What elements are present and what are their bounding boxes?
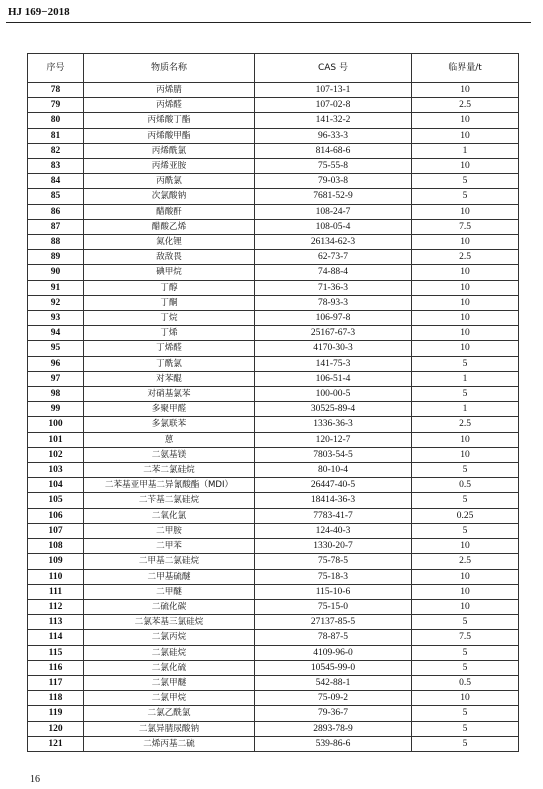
seq-cell: 116 xyxy=(28,660,84,675)
threshold-cell: 10 xyxy=(412,311,519,326)
name-cell: 醋酸乙烯 xyxy=(84,219,255,234)
table-row xyxy=(28,387,519,402)
seq-cell: 91 xyxy=(28,280,84,295)
table-row xyxy=(28,478,519,493)
name-cell: 二氯甲醚 xyxy=(84,675,255,690)
page-number: 16 xyxy=(30,774,40,785)
column-header-cas: CAS 号 xyxy=(255,54,412,83)
table-row xyxy=(28,83,519,98)
cas-cell: 75-18-3 xyxy=(255,569,412,584)
seq-cell: 102 xyxy=(28,447,84,462)
threshold-cell: 10 xyxy=(412,432,519,447)
name-cell: 对硝基氯苯 xyxy=(84,387,255,402)
seq-cell: 84 xyxy=(28,174,84,189)
seq-cell: 99 xyxy=(28,402,84,417)
cas-cell: 108-24-7 xyxy=(255,204,412,219)
threshold-cell: 7.5 xyxy=(412,630,519,645)
seq-cell: 94 xyxy=(28,326,84,341)
seq-cell: 115 xyxy=(28,645,84,660)
cas-cell: 79-03-8 xyxy=(255,174,412,189)
name-cell: 二氯乙酰氯 xyxy=(84,706,255,721)
seq-cell: 112 xyxy=(28,599,84,614)
table-row xyxy=(28,417,519,432)
cas-cell: 10545-99-0 xyxy=(255,660,412,675)
threshold-cell: 5 xyxy=(412,189,519,204)
cas-cell: 27137-85-5 xyxy=(255,615,412,630)
name-cell: 丁酮 xyxy=(84,295,255,310)
table-row xyxy=(28,447,519,462)
threshold-cell: 10 xyxy=(412,691,519,706)
name-cell: 二烯丙基二硫 xyxy=(84,736,255,751)
threshold-cell: 2.5 xyxy=(412,250,519,265)
cas-cell: 75-09-2 xyxy=(255,691,412,706)
name-cell: 丙酰氯 xyxy=(84,174,255,189)
header-rule xyxy=(6,22,531,23)
seq-cell: 101 xyxy=(28,432,84,447)
name-cell: 二甲醚 xyxy=(84,584,255,599)
cas-cell: 80-10-4 xyxy=(255,463,412,478)
threshold-cell: 1 xyxy=(412,402,519,417)
cas-cell: 107-13-1 xyxy=(255,83,412,98)
cas-cell: 78-93-3 xyxy=(255,295,412,310)
seq-cell: 114 xyxy=(28,630,84,645)
table-row xyxy=(28,645,519,660)
threshold-cell: 2.5 xyxy=(412,554,519,569)
substance-table xyxy=(27,53,519,752)
seq-cell: 121 xyxy=(28,736,84,751)
seq-cell: 80 xyxy=(28,113,84,128)
name-cell: 次氯酸钠 xyxy=(84,189,255,204)
table-row xyxy=(28,250,519,265)
table-row xyxy=(28,280,519,295)
table-row xyxy=(28,508,519,523)
threshold-cell: 1 xyxy=(412,143,519,158)
name-cell: 二甲基二氯硅烷 xyxy=(84,554,255,569)
threshold-cell: 10 xyxy=(412,447,519,462)
seq-cell: 119 xyxy=(28,706,84,721)
threshold-cell: 0.5 xyxy=(412,478,519,493)
cas-cell: 7783-41-7 xyxy=(255,508,412,523)
cas-cell: 62-73-7 xyxy=(255,250,412,265)
table-row xyxy=(28,174,519,189)
name-cell: 多聚甲醛 xyxy=(84,402,255,417)
seq-cell: 113 xyxy=(28,615,84,630)
name-cell: 丁醇 xyxy=(84,280,255,295)
table-row xyxy=(28,235,519,250)
name-cell: 多氯联苯 xyxy=(84,417,255,432)
name-cell: 二氧化氯 xyxy=(84,508,255,523)
table-row xyxy=(28,143,519,158)
seq-cell: 82 xyxy=(28,143,84,158)
cas-cell: 2893-78-9 xyxy=(255,721,412,736)
threshold-cell: 2.5 xyxy=(412,417,519,432)
cas-cell: 26134-62-3 xyxy=(255,235,412,250)
name-cell: 二甲苯 xyxy=(84,539,255,554)
cas-cell: 30525-89-4 xyxy=(255,402,412,417)
table-row xyxy=(28,341,519,356)
threshold-cell: 5 xyxy=(412,615,519,630)
name-cell: 二氯甲烷 xyxy=(84,691,255,706)
name-cell: 丙烯亚胺 xyxy=(84,159,255,174)
seq-cell: 93 xyxy=(28,311,84,326)
threshold-cell: 10 xyxy=(412,204,519,219)
cas-cell: 7681-52-9 xyxy=(255,189,412,204)
threshold-cell: 5 xyxy=(412,645,519,660)
column-header-name: 物质名称 xyxy=(84,54,255,83)
cas-cell: 141-75-3 xyxy=(255,356,412,371)
table-row xyxy=(28,736,519,751)
table-row xyxy=(28,432,519,447)
table-row xyxy=(28,402,519,417)
table-row xyxy=(28,128,519,143)
table-row xyxy=(28,523,519,538)
table-row xyxy=(28,463,519,478)
threshold-cell: 10 xyxy=(412,569,519,584)
threshold-cell: 5 xyxy=(412,387,519,402)
name-cell: 丁烯 xyxy=(84,326,255,341)
threshold-cell: 5 xyxy=(412,736,519,751)
cas-cell: 120-12-7 xyxy=(255,432,412,447)
table-body xyxy=(28,83,519,752)
table-row xyxy=(28,326,519,341)
seq-cell: 96 xyxy=(28,356,84,371)
seq-cell: 78 xyxy=(28,83,84,98)
seq-cell: 100 xyxy=(28,417,84,432)
name-cell: 二氯苯基三氯硅烷 xyxy=(84,615,255,630)
cas-cell: 141-32-2 xyxy=(255,113,412,128)
cas-cell: 78-87-5 xyxy=(255,630,412,645)
table-row xyxy=(28,554,519,569)
table-row xyxy=(28,539,519,554)
table-row xyxy=(28,706,519,721)
name-cell: 二甲胺 xyxy=(84,523,255,538)
threshold-cell: 10 xyxy=(412,326,519,341)
table-row xyxy=(28,599,519,614)
cas-cell: 124-40-3 xyxy=(255,523,412,538)
seq-cell: 85 xyxy=(28,189,84,204)
name-cell: 二苯基亚甲基二异氰酸酯（MDI） xyxy=(84,478,255,493)
name-cell: 丙烯酸甲酯 xyxy=(84,128,255,143)
cas-cell: 96-33-3 xyxy=(255,128,412,143)
table-row xyxy=(28,98,519,113)
threshold-cell: 10 xyxy=(412,83,519,98)
table-row xyxy=(28,219,519,234)
seq-cell: 110 xyxy=(28,569,84,584)
seq-cell: 79 xyxy=(28,98,84,113)
seq-cell: 117 xyxy=(28,675,84,690)
seq-cell: 87 xyxy=(28,219,84,234)
threshold-cell: 5 xyxy=(412,660,519,675)
threshold-cell: 10 xyxy=(412,159,519,174)
name-cell: 丁烯醛 xyxy=(84,341,255,356)
name-cell: 丙烯醛 xyxy=(84,98,255,113)
threshold-cell: 0.5 xyxy=(412,675,519,690)
threshold-cell: 5 xyxy=(412,706,519,721)
table-row xyxy=(28,721,519,736)
seq-cell: 89 xyxy=(28,250,84,265)
cas-cell: 108-05-4 xyxy=(255,219,412,234)
cas-cell: 4109-96-0 xyxy=(255,645,412,660)
threshold-cell: 10 xyxy=(412,539,519,554)
name-cell: 二甲基硫醚 xyxy=(84,569,255,584)
table-row xyxy=(28,584,519,599)
table-row xyxy=(28,660,519,675)
name-cell: 二硫化碳 xyxy=(84,599,255,614)
threshold-cell: 0.25 xyxy=(412,508,519,523)
cas-cell: 71-36-3 xyxy=(255,280,412,295)
seq-cell: 111 xyxy=(28,584,84,599)
seq-cell: 105 xyxy=(28,493,84,508)
table-row xyxy=(28,569,519,584)
table-row xyxy=(28,493,519,508)
cas-cell: 106-51-4 xyxy=(255,371,412,386)
name-cell: 二苯二氯硅烷 xyxy=(84,463,255,478)
threshold-cell: 2.5 xyxy=(412,98,519,113)
seq-cell: 83 xyxy=(28,159,84,174)
seq-cell: 118 xyxy=(28,691,84,706)
name-cell: 丙烯腈 xyxy=(84,83,255,98)
seq-cell: 103 xyxy=(28,463,84,478)
name-cell: 丙烯酸丁酯 xyxy=(84,113,255,128)
name-cell: 二氯丙烷 xyxy=(84,630,255,645)
name-cell: 敌敌畏 xyxy=(84,250,255,265)
seq-cell: 81 xyxy=(28,128,84,143)
table-row xyxy=(28,189,519,204)
cas-cell: 18414-36-3 xyxy=(255,493,412,508)
threshold-cell: 5 xyxy=(412,463,519,478)
table-row xyxy=(28,615,519,630)
cas-cell: 814-68-6 xyxy=(255,143,412,158)
threshold-cell: 5 xyxy=(412,356,519,371)
threshold-cell: 5 xyxy=(412,493,519,508)
name-cell: 二氯硅烷 xyxy=(84,645,255,660)
cas-cell: 26447-40-5 xyxy=(255,478,412,493)
name-cell: 丙烯酰氯 xyxy=(84,143,255,158)
seq-cell: 88 xyxy=(28,235,84,250)
name-cell: 二苄基二氯硅烷 xyxy=(84,493,255,508)
seq-cell: 107 xyxy=(28,523,84,538)
table-row xyxy=(28,204,519,219)
cas-cell: 115-10-6 xyxy=(255,584,412,599)
seq-cell: 86 xyxy=(28,204,84,219)
threshold-cell: 1 xyxy=(412,371,519,386)
table-row xyxy=(28,691,519,706)
threshold-cell: 7.5 xyxy=(412,219,519,234)
cas-cell: 75-78-5 xyxy=(255,554,412,569)
table-row xyxy=(28,630,519,645)
threshold-cell: 5 xyxy=(412,174,519,189)
name-cell: 二氯异腈尿酸钠 xyxy=(84,721,255,736)
table-row xyxy=(28,371,519,386)
seq-cell: 98 xyxy=(28,387,84,402)
seq-cell: 104 xyxy=(28,478,84,493)
cas-cell: 1336-36-3 xyxy=(255,417,412,432)
threshold-cell: 10 xyxy=(412,295,519,310)
threshold-cell: 10 xyxy=(412,280,519,295)
name-cell: 醋酸酐 xyxy=(84,204,255,219)
cas-cell: 7803-54-5 xyxy=(255,447,412,462)
threshold-cell: 10 xyxy=(412,265,519,280)
threshold-cell: 5 xyxy=(412,721,519,736)
seq-cell: 108 xyxy=(28,539,84,554)
name-cell: 氮化锂 xyxy=(84,235,255,250)
document-code: HJ 169−2018 xyxy=(8,6,70,18)
cas-cell: 75-55-8 xyxy=(255,159,412,174)
table-row xyxy=(28,311,519,326)
table-row xyxy=(28,295,519,310)
column-header-seq: 序号 xyxy=(28,54,84,83)
name-cell: 二氯化硫 xyxy=(84,660,255,675)
cas-cell: 79-36-7 xyxy=(255,706,412,721)
cas-cell: 1330-20-7 xyxy=(255,539,412,554)
table-row xyxy=(28,159,519,174)
seq-cell: 120 xyxy=(28,721,84,736)
cas-cell: 107-02-8 xyxy=(255,98,412,113)
cas-cell: 539-86-6 xyxy=(255,736,412,751)
table-row xyxy=(28,675,519,690)
seq-cell: 92 xyxy=(28,295,84,310)
cas-cell: 74-88-4 xyxy=(255,265,412,280)
name-cell: 二氨基镁 xyxy=(84,447,255,462)
seq-cell: 97 xyxy=(28,371,84,386)
table-header-row xyxy=(28,54,519,83)
table-row xyxy=(28,265,519,280)
seq-cell: 90 xyxy=(28,265,84,280)
name-cell: 对苯醌 xyxy=(84,371,255,386)
cas-cell: 106-97-8 xyxy=(255,311,412,326)
seq-cell: 95 xyxy=(28,341,84,356)
threshold-cell: 5 xyxy=(412,523,519,538)
name-cell: 丁烷 xyxy=(84,311,255,326)
name-cell: 碘甲烷 xyxy=(84,265,255,280)
threshold-cell: 10 xyxy=(412,235,519,250)
cas-cell: 542-88-1 xyxy=(255,675,412,690)
column-header-threshold: 临界量/t xyxy=(412,54,519,83)
threshold-cell: 10 xyxy=(412,113,519,128)
cas-cell: 75-15-0 xyxy=(255,599,412,614)
cas-cell: 100-00-5 xyxy=(255,387,412,402)
seq-cell: 109 xyxy=(28,554,84,569)
name-cell: 蒽 xyxy=(84,432,255,447)
threshold-cell: 10 xyxy=(412,128,519,143)
name-cell: 丁酰氯 xyxy=(84,356,255,371)
table-row xyxy=(28,113,519,128)
threshold-cell: 10 xyxy=(412,341,519,356)
seq-cell: 106 xyxy=(28,508,84,523)
threshold-cell: 10 xyxy=(412,584,519,599)
cas-cell: 25167-67-3 xyxy=(255,326,412,341)
cas-cell: 4170-30-3 xyxy=(255,341,412,356)
threshold-cell: 10 xyxy=(412,599,519,614)
table-row xyxy=(28,356,519,371)
